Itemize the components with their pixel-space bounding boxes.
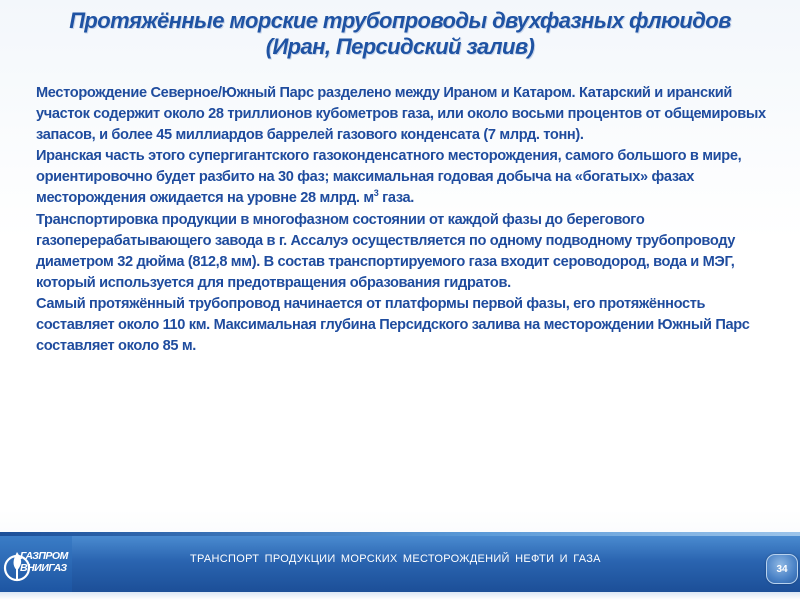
paragraph-iranian-part-end: газа. xyxy=(378,190,414,207)
page-number-badge: 34 xyxy=(766,554,798,584)
paragraph-reserves: Месторождение Северное/Южный Парс разделено между Ираном и Катаром. Катарский и иранский участок содержит около 28 триллионов кубометров газа, или около восьми процентов от общемировых запасов, и более 45 миллиардов баррелей газового конденсата (7 млрд. тонн). xyxy=(36,85,766,144)
logo-wordmark xyxy=(20,550,68,574)
footer-bar xyxy=(0,532,800,600)
footer-bottom-divider xyxy=(0,592,800,600)
paragraph-pipeline-length: Самый протяжённый трубопровод начинается от платформы первой фазы, его протяжённость составляет около 110 км. Максимальная глубина Персидского залива на месторождении Южный Парс составляет около 85 м. xyxy=(36,295,750,355)
slide-title-line-2: (Иран, Персидский залив) xyxy=(265,34,535,59)
logo-line-2: ВНИИГАЗ xyxy=(20,562,67,574)
paragraph-iranian-part xyxy=(36,146,771,209)
slide-title-line-1: Протяжённые морские трубопроводы двухфазных флюидов xyxy=(69,8,731,33)
logo-line-1: ГАЗПРОМ xyxy=(20,550,68,562)
paragraph-iranian-part-text: Иранская часть этого супергигантского газоконденсатного месторождения, самого большого в мире, ориентировочно будет разбито на 30 фаз; максимальная годовая добыча на «богатых» фазах месторождения ожидается на уровне 28 млрд. м xyxy=(36,148,742,207)
superscript-cube: 3 xyxy=(373,188,379,199)
body-text xyxy=(36,83,771,357)
company-logo xyxy=(0,536,72,592)
paragraph-transport: Транспортировка продукции в многофазном состоянии от каждой фазы до берегового газоперерабатывающего завода в г. Ассалуэ осуществляется по одному подводному трубопроводу диаметром 32 дюйма (812,8 мм). В состав транспортируемого газа входит сероводород, вода и МЭГ, который используется для предотвращения образования гидратов. xyxy=(36,211,736,291)
slide-title xyxy=(40,8,760,60)
footer-caption: ТРАНСПОРТ ПРОДУКЦИИ МОРСКИХ МЕСТОРОЖДЕНИЙ НЕФТИ И ГАЗА xyxy=(190,553,601,565)
